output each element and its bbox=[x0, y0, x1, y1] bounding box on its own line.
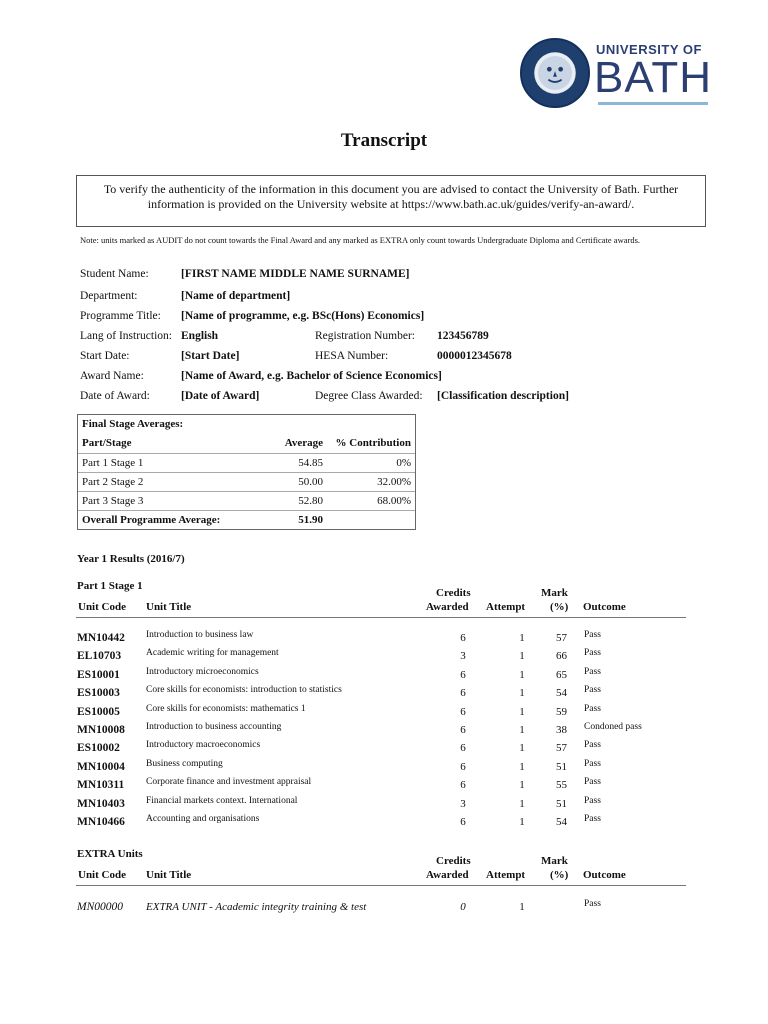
table-row bbox=[77, 648, 687, 666]
unit-code: ES10001 bbox=[77, 668, 120, 681]
col-unit-code: Unit Code bbox=[78, 601, 126, 613]
unit-code: ES10002 bbox=[77, 742, 120, 755]
unit-title: Introductory macroeconomics bbox=[146, 740, 261, 751]
averages-heading-row bbox=[78, 415, 415, 434]
language-value: English bbox=[181, 330, 219, 342]
attempt: 1 bbox=[519, 705, 525, 718]
mark: 57 bbox=[556, 742, 567, 755]
award-date-label: Date of Award: bbox=[80, 390, 150, 402]
table-row bbox=[77, 704, 687, 722]
unit-code: MN10311 bbox=[77, 779, 125, 792]
year-results-heading: Year 1 Results (2016/7) bbox=[77, 553, 185, 565]
attempt: 1 bbox=[519, 650, 525, 663]
attempt: 1 bbox=[519, 901, 525, 913]
unit-title: Introduction to business accounting bbox=[146, 722, 282, 732]
table-row bbox=[77, 796, 687, 814]
mark: 65 bbox=[556, 668, 567, 681]
table-row bbox=[77, 740, 687, 758]
outcome: Pass bbox=[584, 814, 601, 824]
mark: 38 bbox=[556, 724, 567, 736]
averages-average: 52.80 bbox=[298, 495, 323, 507]
unit-code: MN10466 bbox=[77, 816, 125, 828]
unit-code: MN00000 bbox=[77, 901, 123, 913]
credits-awarded: 6 bbox=[460, 687, 466, 700]
mark: 55 bbox=[556, 779, 567, 792]
mark: 51 bbox=[556, 797, 567, 810]
averages-col-contribution: % Contribution bbox=[335, 437, 411, 449]
attempt: 1 bbox=[519, 742, 525, 755]
award-name-value: [Name of Award, e.g. Bachelor of Science Economics] bbox=[181, 370, 442, 382]
unit-title: Introduction to business law bbox=[146, 630, 254, 640]
averages-col-average: Average bbox=[284, 437, 323, 449]
university-seal-icon bbox=[520, 38, 590, 108]
unit-title: Corporate finance and investment appraisal bbox=[146, 777, 312, 788]
averages-contribution: 68.00% bbox=[377, 495, 411, 507]
averages-stage: Part 3 Stage 3 bbox=[82, 495, 144, 507]
extra-col-unit-code: Unit Code bbox=[78, 869, 126, 881]
programme-label: Programme Title: bbox=[80, 310, 161, 322]
credits-awarded: 6 bbox=[460, 632, 466, 644]
credits-awarded: 3 bbox=[460, 650, 466, 663]
extra-col-credits-line2: Awarded bbox=[426, 869, 469, 881]
mark: 59 bbox=[556, 705, 567, 718]
unit-title: Core skills for economists: mathematics 1 bbox=[146, 703, 306, 714]
attempt: 1 bbox=[519, 797, 525, 810]
start-date-label: Start Date: bbox=[80, 350, 130, 362]
department-label: Department: bbox=[80, 290, 138, 302]
averages-heading: Final Stage Averages: bbox=[82, 418, 184, 430]
credits-awarded: 6 bbox=[460, 779, 466, 792]
credits-awarded: 3 bbox=[460, 797, 466, 810]
attempt: 1 bbox=[519, 668, 525, 681]
credits-awarded: 0 bbox=[460, 901, 466, 913]
unit-code: MN10442 bbox=[77, 632, 125, 644]
averages-row bbox=[78, 453, 415, 472]
unit-code: MN10004 bbox=[77, 760, 125, 773]
hesa-label: HESA Number: bbox=[315, 350, 389, 362]
unit-code: MN10008 bbox=[77, 724, 125, 736]
page-title: Transcript bbox=[340, 130, 428, 151]
col-attempt: Attempt bbox=[486, 601, 526, 613]
attempt: 1 bbox=[519, 724, 525, 736]
mark: 54 bbox=[556, 687, 567, 700]
outcome: Pass bbox=[584, 703, 601, 714]
degree-class-value: [Classification description] bbox=[437, 390, 569, 402]
unit-title: Financial markets context. International bbox=[146, 795, 298, 806]
extra-col-outcome: Outcome bbox=[583, 869, 626, 881]
averages-header-row bbox=[78, 434, 415, 453]
table-row bbox=[77, 722, 687, 740]
degree-class-label: Degree Class Awarded: bbox=[315, 390, 423, 402]
outcome: Pass bbox=[584, 666, 601, 677]
credits-awarded: 6 bbox=[460, 760, 466, 773]
registration-label: Registration Number: bbox=[315, 330, 415, 342]
overall-average-value: 51.90 bbox=[298, 514, 323, 526]
table-row bbox=[77, 667, 687, 685]
credits-awarded: 6 bbox=[460, 668, 466, 681]
mark: 51 bbox=[556, 760, 567, 773]
table-row bbox=[77, 814, 687, 832]
overall-average-label: Overall Programme Average: bbox=[82, 514, 221, 526]
extra-heading: EXTRA Units bbox=[77, 848, 143, 860]
credits-awarded: 6 bbox=[460, 816, 466, 828]
col-mark-line2: (%) bbox=[550, 601, 569, 613]
student-name-value: [FIRST NAME MIDDLE NAME SURNAME] bbox=[181, 268, 410, 280]
outcome: Pass bbox=[584, 758, 601, 769]
mark: 66 bbox=[556, 650, 567, 663]
logo-underline bbox=[598, 102, 708, 105]
averages-stage: Part 2 Stage 2 bbox=[82, 476, 144, 488]
extra-col-credits-line1: Credits bbox=[436, 855, 471, 867]
unit-code: ES10005 bbox=[77, 705, 120, 718]
extra-header-rule bbox=[76, 885, 686, 886]
part1-header-rule bbox=[76, 617, 686, 618]
col-mark-line1: Mark bbox=[541, 587, 568, 599]
units-note: Note: units marked as AUDIT do not count towards the Final Award and any marked as EXTRA only count towards Undergraduate Diploma and Certificate awards. bbox=[80, 235, 641, 245]
averages-row bbox=[78, 491, 415, 510]
credits-awarded: 6 bbox=[460, 724, 466, 736]
averages-stage: Part 1 Stage 1 bbox=[82, 457, 144, 469]
unit-title: EXTRA UNIT - Academic integrity training & test bbox=[146, 901, 367, 913]
averages-average: 54.85 bbox=[298, 457, 323, 469]
outcome: Pass bbox=[584, 899, 601, 909]
registration-value: 123456789 bbox=[437, 330, 489, 342]
credits-awarded: 6 bbox=[460, 742, 466, 755]
attempt: 1 bbox=[519, 760, 525, 773]
extra-col-mark-line2: (%) bbox=[550, 869, 569, 881]
averages-col-stage: Part/Stage bbox=[82, 437, 132, 449]
language-label: Lang of Instruction: bbox=[80, 330, 172, 342]
averages-row bbox=[78, 472, 415, 491]
col-credits-line1: Credits bbox=[436, 587, 471, 599]
col-outcome: Outcome bbox=[583, 601, 626, 613]
averages-overall-row bbox=[78, 510, 415, 529]
table-row bbox=[77, 777, 687, 795]
part1-heading: Part 1 Stage 1 bbox=[77, 580, 143, 592]
outcome: Pass bbox=[584, 795, 601, 806]
unit-title: Business computing bbox=[146, 758, 223, 769]
unit-title: Accounting and organisations bbox=[146, 814, 260, 824]
attempt: 1 bbox=[519, 779, 525, 792]
outcome: Pass bbox=[584, 648, 601, 659]
table-row bbox=[77, 759, 687, 777]
verify-notice-text: To verify the authenticity of the information in this document you are advised to contact the University of Bath. Further information is provided on the University website at https://www.bath.ac.uk/guides/verify-an-award/. bbox=[103, 182, 679, 211]
final-stage-averages-table bbox=[77, 414, 416, 530]
student-name-label: Student Name: bbox=[80, 268, 149, 280]
outcome: Pass bbox=[584, 685, 601, 696]
col-unit-title: Unit Title bbox=[146, 601, 192, 613]
unit-title: Introductory microeconomics bbox=[146, 666, 259, 677]
table-row bbox=[77, 630, 687, 648]
university-logo bbox=[520, 38, 713, 110]
unit-title: Core skills for economists: introduction to statistics bbox=[146, 685, 342, 696]
outcome: Condoned pass bbox=[584, 722, 642, 732]
outcome: Pass bbox=[584, 630, 601, 640]
unit-title: Academic writing for management bbox=[146, 648, 279, 659]
outcome: Pass bbox=[584, 740, 601, 751]
award-name-label: Award Name: bbox=[80, 370, 144, 382]
logo-university-of: UNIVERSITY OF bbox=[596, 42, 702, 57]
hesa-value: 0000012345678 bbox=[437, 350, 512, 362]
start-date-value: [Start Date] bbox=[181, 350, 240, 362]
table-row bbox=[77, 899, 687, 917]
table-row bbox=[77, 685, 687, 703]
averages-average: 50.00 bbox=[298, 476, 323, 488]
mark: 57 bbox=[556, 632, 567, 644]
attempt: 1 bbox=[519, 687, 525, 700]
extra-col-unit-title: Unit Title bbox=[146, 869, 192, 881]
credits-awarded: 6 bbox=[460, 705, 466, 718]
verify-notice-box bbox=[76, 175, 706, 227]
unit-code: MN10403 bbox=[77, 797, 125, 810]
unit-code: ES10003 bbox=[77, 687, 120, 700]
col-credits-line2: Awarded bbox=[426, 601, 469, 613]
extra-col-mark-line1: Mark bbox=[541, 855, 568, 867]
averages-contribution: 32.00% bbox=[377, 476, 411, 488]
logo-bath: BATH bbox=[594, 53, 713, 102]
unit-code: EL10703 bbox=[77, 650, 122, 663]
attempt: 1 bbox=[519, 816, 525, 828]
award-date-value: [Date of Award] bbox=[181, 390, 260, 402]
programme-value: [Name of programme, e.g. BSc(Hons) Economics] bbox=[181, 310, 425, 322]
attempt: 1 bbox=[519, 632, 525, 644]
extra-col-attempt: Attempt bbox=[486, 869, 526, 881]
department-value: [Name of department] bbox=[181, 290, 291, 302]
averages-contribution: 0% bbox=[396, 457, 411, 469]
outcome: Pass bbox=[584, 777, 601, 788]
mark: 54 bbox=[556, 816, 567, 828]
